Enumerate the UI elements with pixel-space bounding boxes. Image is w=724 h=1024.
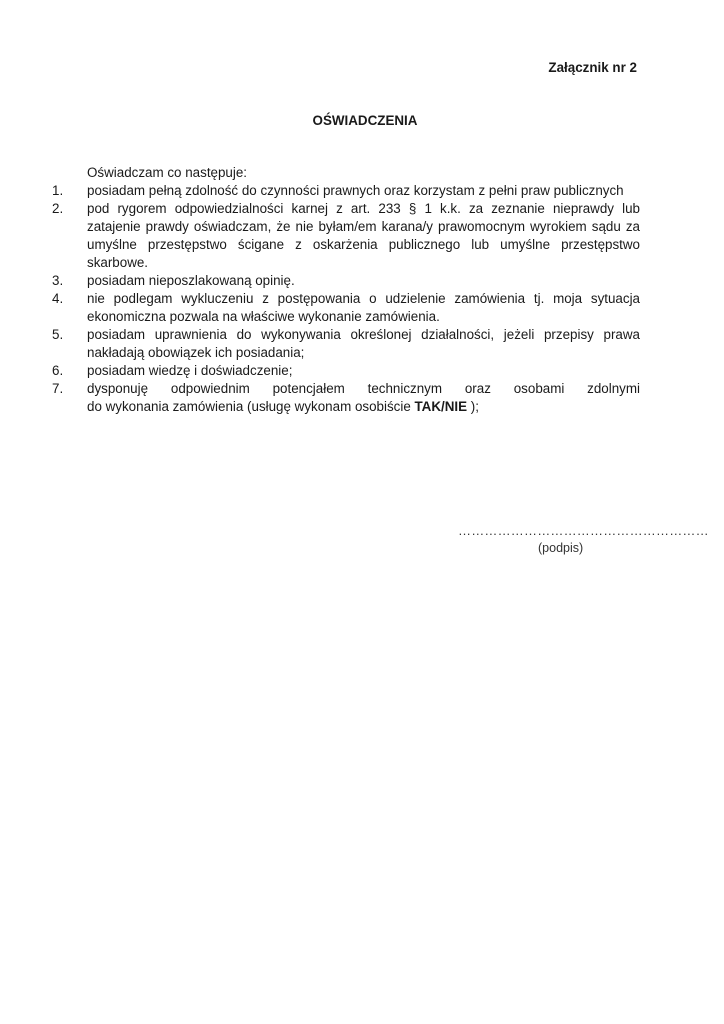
attachment-label: Załącznik nr 2 — [548, 60, 637, 75]
document-title: OŚWIADCZENIA — [312, 113, 418, 128]
list-item-text: posiadam pełną zdolność do czynności prawnych oraz korzystam z pełni praw publicznych — [87, 183, 624, 198]
list-item-number: 7. — [52, 381, 64, 396]
list-item-number: 5. — [52, 327, 64, 342]
list-item — [52, 272, 640, 290]
list-item — [52, 290, 640, 326]
intro-text: Oświadczam co następuje: — [87, 165, 248, 180]
list-item-number: 1. — [52, 183, 64, 198]
tak-nie-choice: TAK/NIE — [414, 399, 468, 414]
list-item-number: 6. — [52, 363, 64, 378]
signature-line: ………………………………………………… — [458, 523, 709, 538]
list-item-text: nie podlegam wykluczeniu z postępowania o udzielenie zamówienia tj. moja sytuacja ekonomiczna pozwala na właściwe wykonanie zamówienia. — [87, 291, 640, 324]
list-item-number: 4. — [52, 291, 64, 306]
list-item-text: posiadam uprawnienia do wykonywania określonej działalności, jeżeli przepisy prawa nakładają obowiązek ich posiadania; — [87, 327, 640, 360]
statement-list — [52, 182, 640, 416]
list-item-text-line2-post: ); — [467, 399, 479, 414]
list-item-number: 2. — [52, 201, 64, 216]
list-item — [52, 182, 640, 200]
list-item-text-line2-pre: do wykonania zamówienia (usługę wykonam osobiście — [87, 399, 415, 414]
list-item-text: posiadam wiedzę i doświadczenie; — [87, 363, 293, 378]
list-item — [52, 362, 640, 380]
list-item-text: posiadam nieposzlakowaną opinię. — [87, 273, 295, 288]
list-item-text-line1: dysponuję odpowiednim potencjałem technicznym oraz osobami zdolnymi — [87, 381, 640, 396]
list-item — [52, 380, 640, 416]
list-item-text-line2 — [87, 399, 479, 414]
signature-label: (podpis) — [538, 541, 584, 555]
list-item — [52, 326, 640, 362]
list-item-text: pod rygorem odpowiedzialności karnej z art. 233 § 1 k.k. za zeznanie nieprawdy lub zatajenie prawdy oświadczam, że nie byłam/em karana/y prawomocnym wyrokiem sądu za umyślne przestępstwo ścigane z oskarżenia publicznego lub umyślne przestępstwo skarbowe. — [87, 201, 640, 270]
list-item-number: 3. — [52, 273, 64, 288]
list-item — [52, 200, 640, 272]
